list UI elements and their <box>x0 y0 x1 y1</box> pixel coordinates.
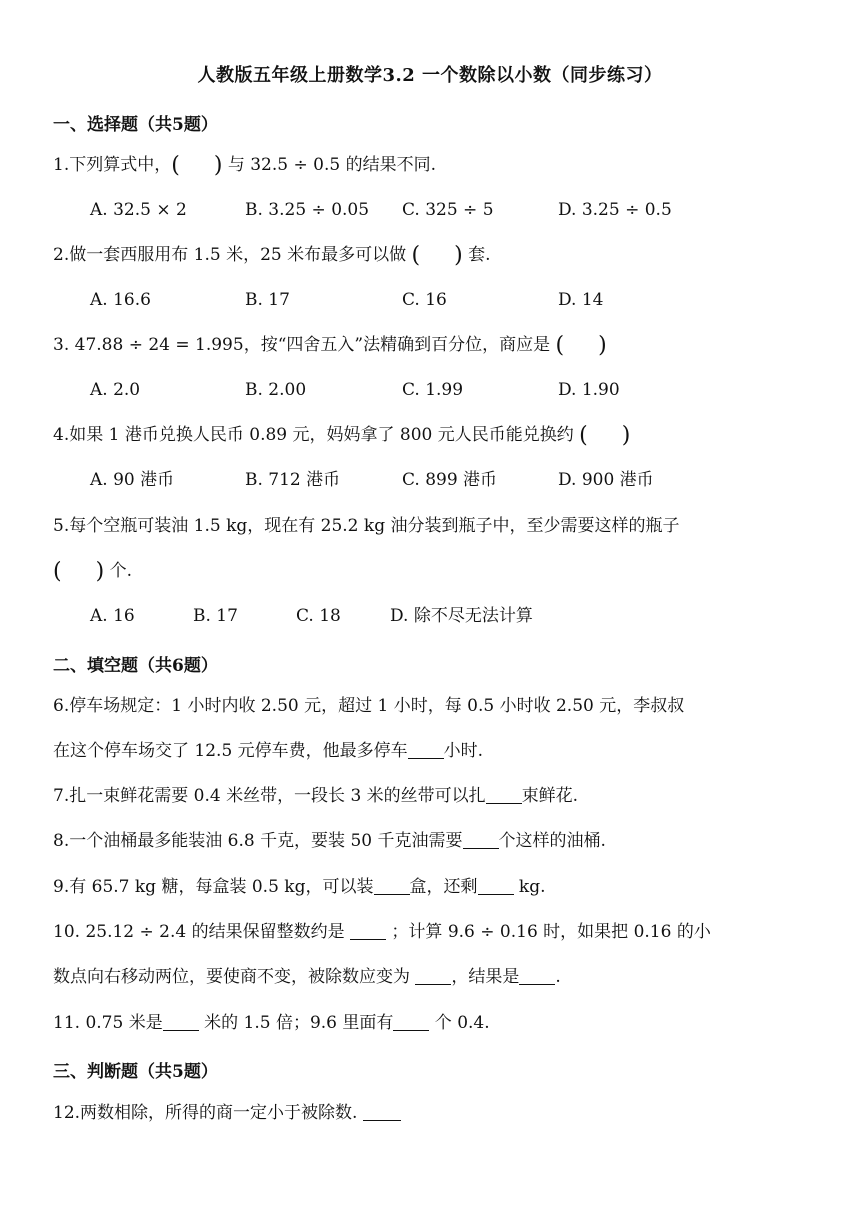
option-b[interactable]: B. 17 <box>193 606 238 626</box>
question-6-stem: 在这个停车场交了 12.5 元停车费，他最多停车 <box>53 741 408 761</box>
option-a[interactable]: A. 2.0 <box>90 380 141 400</box>
option-d[interactable]: D. 3.25 ÷ 0.5 <box>558 200 672 220</box>
option-d[interactable]: D. 1.90 <box>558 380 620 400</box>
question-1-stem: 1.下列算式中， <box>53 155 172 175</box>
option-d[interactable]: D. 除不尽无法计算 <box>390 606 533 626</box>
option-c[interactable]: C. 325 ÷ 5 <box>402 200 494 220</box>
question-2-stem-end: 套. <box>462 245 491 265</box>
option-a[interactable]: A. 16 <box>90 606 135 626</box>
option-c[interactable]: C. 1.99 <box>402 380 464 400</box>
question-6-line-1: 6.停车场规定：1 小时内收 2.50 元，超过 1 小时，每 0.5 小时收 2.50 元，李叔叔 <box>53 696 685 716</box>
question-5-stem-end: 个. <box>104 561 132 581</box>
question-5-line-2 <box>53 560 808 583</box>
answer-blank[interactable] <box>363 1102 401 1121</box>
option-d[interactable]: D. 900 港币 <box>558 470 654 490</box>
answer-paren-open: ( <box>171 153 180 178</box>
question-7-stem-end: 束鲜花. <box>521 786 579 806</box>
answer-blank[interactable] <box>463 830 499 849</box>
answer-blank[interactable] <box>163 1012 199 1031</box>
question-6-stem-end: 小时. <box>443 741 484 761</box>
answer-paren-close: ) <box>454 243 463 268</box>
option-c[interactable]: C. 16 <box>402 290 447 310</box>
question-9-stem-mid: 盒，还剩 <box>409 877 478 897</box>
option-b[interactable]: B. 17 <box>245 290 290 310</box>
answer-blank[interactable] <box>478 876 514 895</box>
question-10-stem: 10. 25.12 ÷ 2.4 的结果保留整数约是 <box>53 922 351 942</box>
page-title: 人教版五年级上册数学3.2 一个数除以小数（同步练习） <box>197 65 663 86</box>
question-1 <box>53 154 808 177</box>
question-11-stem: 11. 0.75 米是 <box>53 1013 163 1033</box>
option-d[interactable]: D. 14 <box>558 290 604 310</box>
question-10-stem-mid-2: ，结果是 <box>451 967 520 987</box>
answer-blank[interactable] <box>350 921 386 940</box>
question-3-stem: 3. 47.88 ÷ 24 = 1.995，按“四舍五入”法精确到百分位，商应是 <box>53 335 556 355</box>
question-7 <box>53 785 808 807</box>
question-6-line-2 <box>53 740 808 762</box>
question-2-stem: 2.做一套西服用布 1.5 米，25 米布最多可以做 <box>53 245 412 265</box>
question-12 <box>53 1102 808 1124</box>
question-10-stem-2: 数点向右移动两位，要使商不变，被除数应变为 <box>53 967 416 987</box>
option-b[interactable]: B. 2.00 <box>245 380 307 400</box>
question-9-stem-end: kg. <box>513 877 546 897</box>
question-10-line-1 <box>53 921 808 943</box>
question-4 <box>53 424 808 447</box>
option-a[interactable]: A. 16.6 <box>90 290 151 310</box>
answer-paren-close: ) <box>95 559 105 584</box>
answer-paren-close: ) <box>213 153 223 178</box>
question-1-stem-end: 与 32.5 ÷ 0.5 的结果不同. <box>222 155 436 175</box>
question-10-stem-mid: ；计算 9.6 ÷ 0.16 时，如果把 0.16 的小 <box>386 922 711 942</box>
answer-blank[interactable] <box>393 1012 429 1031</box>
option-a[interactable]: A. 32.5 × 2 <box>90 200 187 220</box>
answer-blank[interactable] <box>374 876 410 895</box>
question-10-stem-end: . <box>555 967 561 987</box>
answer-paren-open: ( <box>411 243 421 268</box>
answer-paren-open: ( <box>579 423 588 448</box>
question-5-line-1: 5.每个空瓶可装油 1.5 kg，现在有 25.2 kg 油分装到瓶子中，至少需要这样的瓶子 <box>53 516 680 536</box>
answer-blank[interactable] <box>519 966 555 985</box>
answer-blank[interactable] <box>415 966 451 985</box>
question-8-stem-end: 个这样的油桶. <box>498 831 606 851</box>
question-8 <box>53 830 808 852</box>
question-11 <box>53 1012 808 1034</box>
question-2 <box>53 244 808 267</box>
answer-blank[interactable] <box>408 740 444 759</box>
answer-blank[interactable] <box>486 785 522 804</box>
option-b[interactable]: B. 712 港币 <box>245 470 341 490</box>
option-c[interactable]: C. 899 港币 <box>402 470 498 490</box>
answer-paren-open: ( <box>555 333 565 358</box>
question-7-stem: 7.扎一束鲜花需要 0.4 米丝带，一段长 3 米的丝带可以扎 <box>53 786 486 806</box>
question-11-stem-mid: 米的 1.5 倍；9.6 里面有 <box>198 1013 394 1033</box>
option-a[interactable]: A. 90 港币 <box>90 470 175 490</box>
section-heading-judge: 三、判断题（共5题） <box>53 1062 218 1082</box>
section-heading-fill: 二、填空题（共6题） <box>53 656 218 676</box>
question-8-stem: 8.一个油桶最多能装油 6.8 千克，要装 50 千克油需要 <box>53 831 463 851</box>
question-10-line-2 <box>53 966 808 988</box>
section-heading-choice: 一、选择题（共5题） <box>53 115 218 135</box>
answer-paren-close: ) <box>598 333 607 358</box>
question-9-stem: 9.有 65.7 kg 糖，每盒装 0.5 kg，可以装 <box>53 877 374 897</box>
option-b[interactable]: B. 3.25 ÷ 0.05 <box>245 200 370 220</box>
question-4-stem: 4.如果 1 港币兑换人民币 0.89 元，妈妈拿了 800 元人民币能兑换约 <box>53 425 580 445</box>
answer-paren-close: ) <box>621 423 631 448</box>
question-3 <box>53 334 808 357</box>
option-c[interactable]: C. 18 <box>296 606 341 626</box>
question-9 <box>53 876 808 898</box>
answer-paren-open: ( <box>53 559 62 584</box>
question-11-stem-end: 个 0.4. <box>429 1013 490 1033</box>
question-12-stem: 12.两数相除，所得的商一定小于被除数. <box>53 1103 363 1123</box>
